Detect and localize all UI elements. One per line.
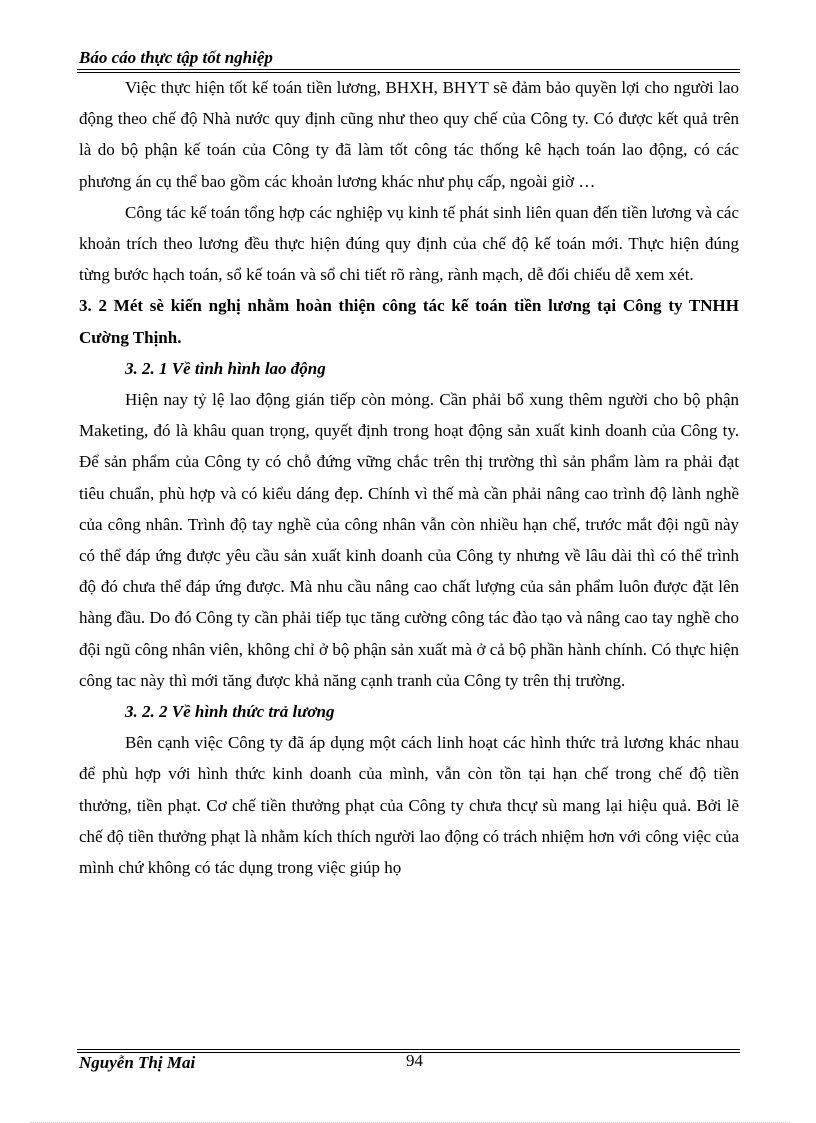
footer-author: Nguyễn Thị Mai (79, 1053, 196, 1072)
subsection-heading-1: 3. 2. 1 Về tình hình lao động (125, 358, 326, 378)
paragraph-4: Bên cạnh việc Công ty đã áp dụng một cách linh hoạt các hình thức trả lương khác nhau để phù hợp với hình thức kinh doanh của mình, vẫn còn tồn tại hạn chế trong chế độ tiền thưởng, tiền phạt. Cơ chế tiền thưởng phạt của Công ty chưa thcự sù mang lại hiệu quả. Bởi lẽ chế độ tiền thưởng phạt là nhằm kích thích người lao động có trách nhiệm hơn với công việc của mình chứ không có tác dụng trong việc giúp họ (79, 733, 739, 878)
section-heading: 3. 2 Mét sè kiến nghị nhằm hoàn thiện công tác kế toán tiền lương tại Công ty TNHH Cường Thịnh. (79, 296, 739, 347)
subsection-heading-2: 3. 2. 2 Về hình thức trả lương (125, 702, 335, 722)
body-text (79, 72, 739, 883)
paragraph-2: Công tác kế toán tổng hợp các nghiệp vụ kinh tế phát sinh liên quan đến tiền lương và các khoản trích theo lương đều thực hiện đúng quy định của chế độ kế toán mới. Thực hiện đúng từng bước hạch toán, sổ kế toán và sổ chi tiết rõ ràng, rành mạch, dễ đối chiếu dễ xem xét. (79, 202, 739, 285)
paragraph-1: Việc thực hiện tốt kế toán tiền lương, BHXH, BHYT sẽ đảm bảo quyền lợi cho người lao động theo chế độ Nhà nước quy định cũng như theo quy chế của Công ty. Có được kết quả trên là do bộ phận kế toán của Công ty đã làm tốt công tác thống kê hạch toán lao động, có các phương án cụ thể bao gồm các khoản lương khác như phụ cấp, ngoài giờ … (79, 78, 739, 191)
page-number: 94 (406, 1051, 423, 1070)
paragraph-3: Hiện nay tỷ lệ lao động gián tiếp còn mỏng. Cần phải bổ xung thêm người cho bộ phận Maketing, đó là khâu quan trọng, quyết định trong hoạt động sản xuất kinh doanh của Công ty. Để sản phẩm của Công ty có chỗ đứng vững chắc trên thị trường thì sản phẩm làm ra phải đạt tiêu chuẩn, phù hợp và có kiểu dáng đẹp. Chính vì thế mà cần phải nâng cao trình độ lành nghề của công nhân. Trình độ tay nghề của công nhân vẫn còn nhiều hạn chế, trước mắt đội ngũ này có thể đáp ứng được yêu cầu sản xuất kinh doanh của Công ty nhưng về lâu dài thì có thể trình độ đó chưa thể đáp ứng được. Mà nhu cầu nâng cao chất lượng của sản phẩm luôn được đặt lên hàng đầu. Do đó Công ty cần phải tiếp tục tăng cường công tác đào tạo và nâng cao tay nghề cho đội ngũ công nhân viên, không chỉ ở bộ phận sản xuất mà ở cả bộ phần hành chính. Có thực hiện công tac này thì mới tăng được khả năng cạnh tranh của Công ty trên thị trường. (79, 390, 739, 690)
header-title: Báo cáo thực tập tốt nghiệp (79, 48, 273, 67)
